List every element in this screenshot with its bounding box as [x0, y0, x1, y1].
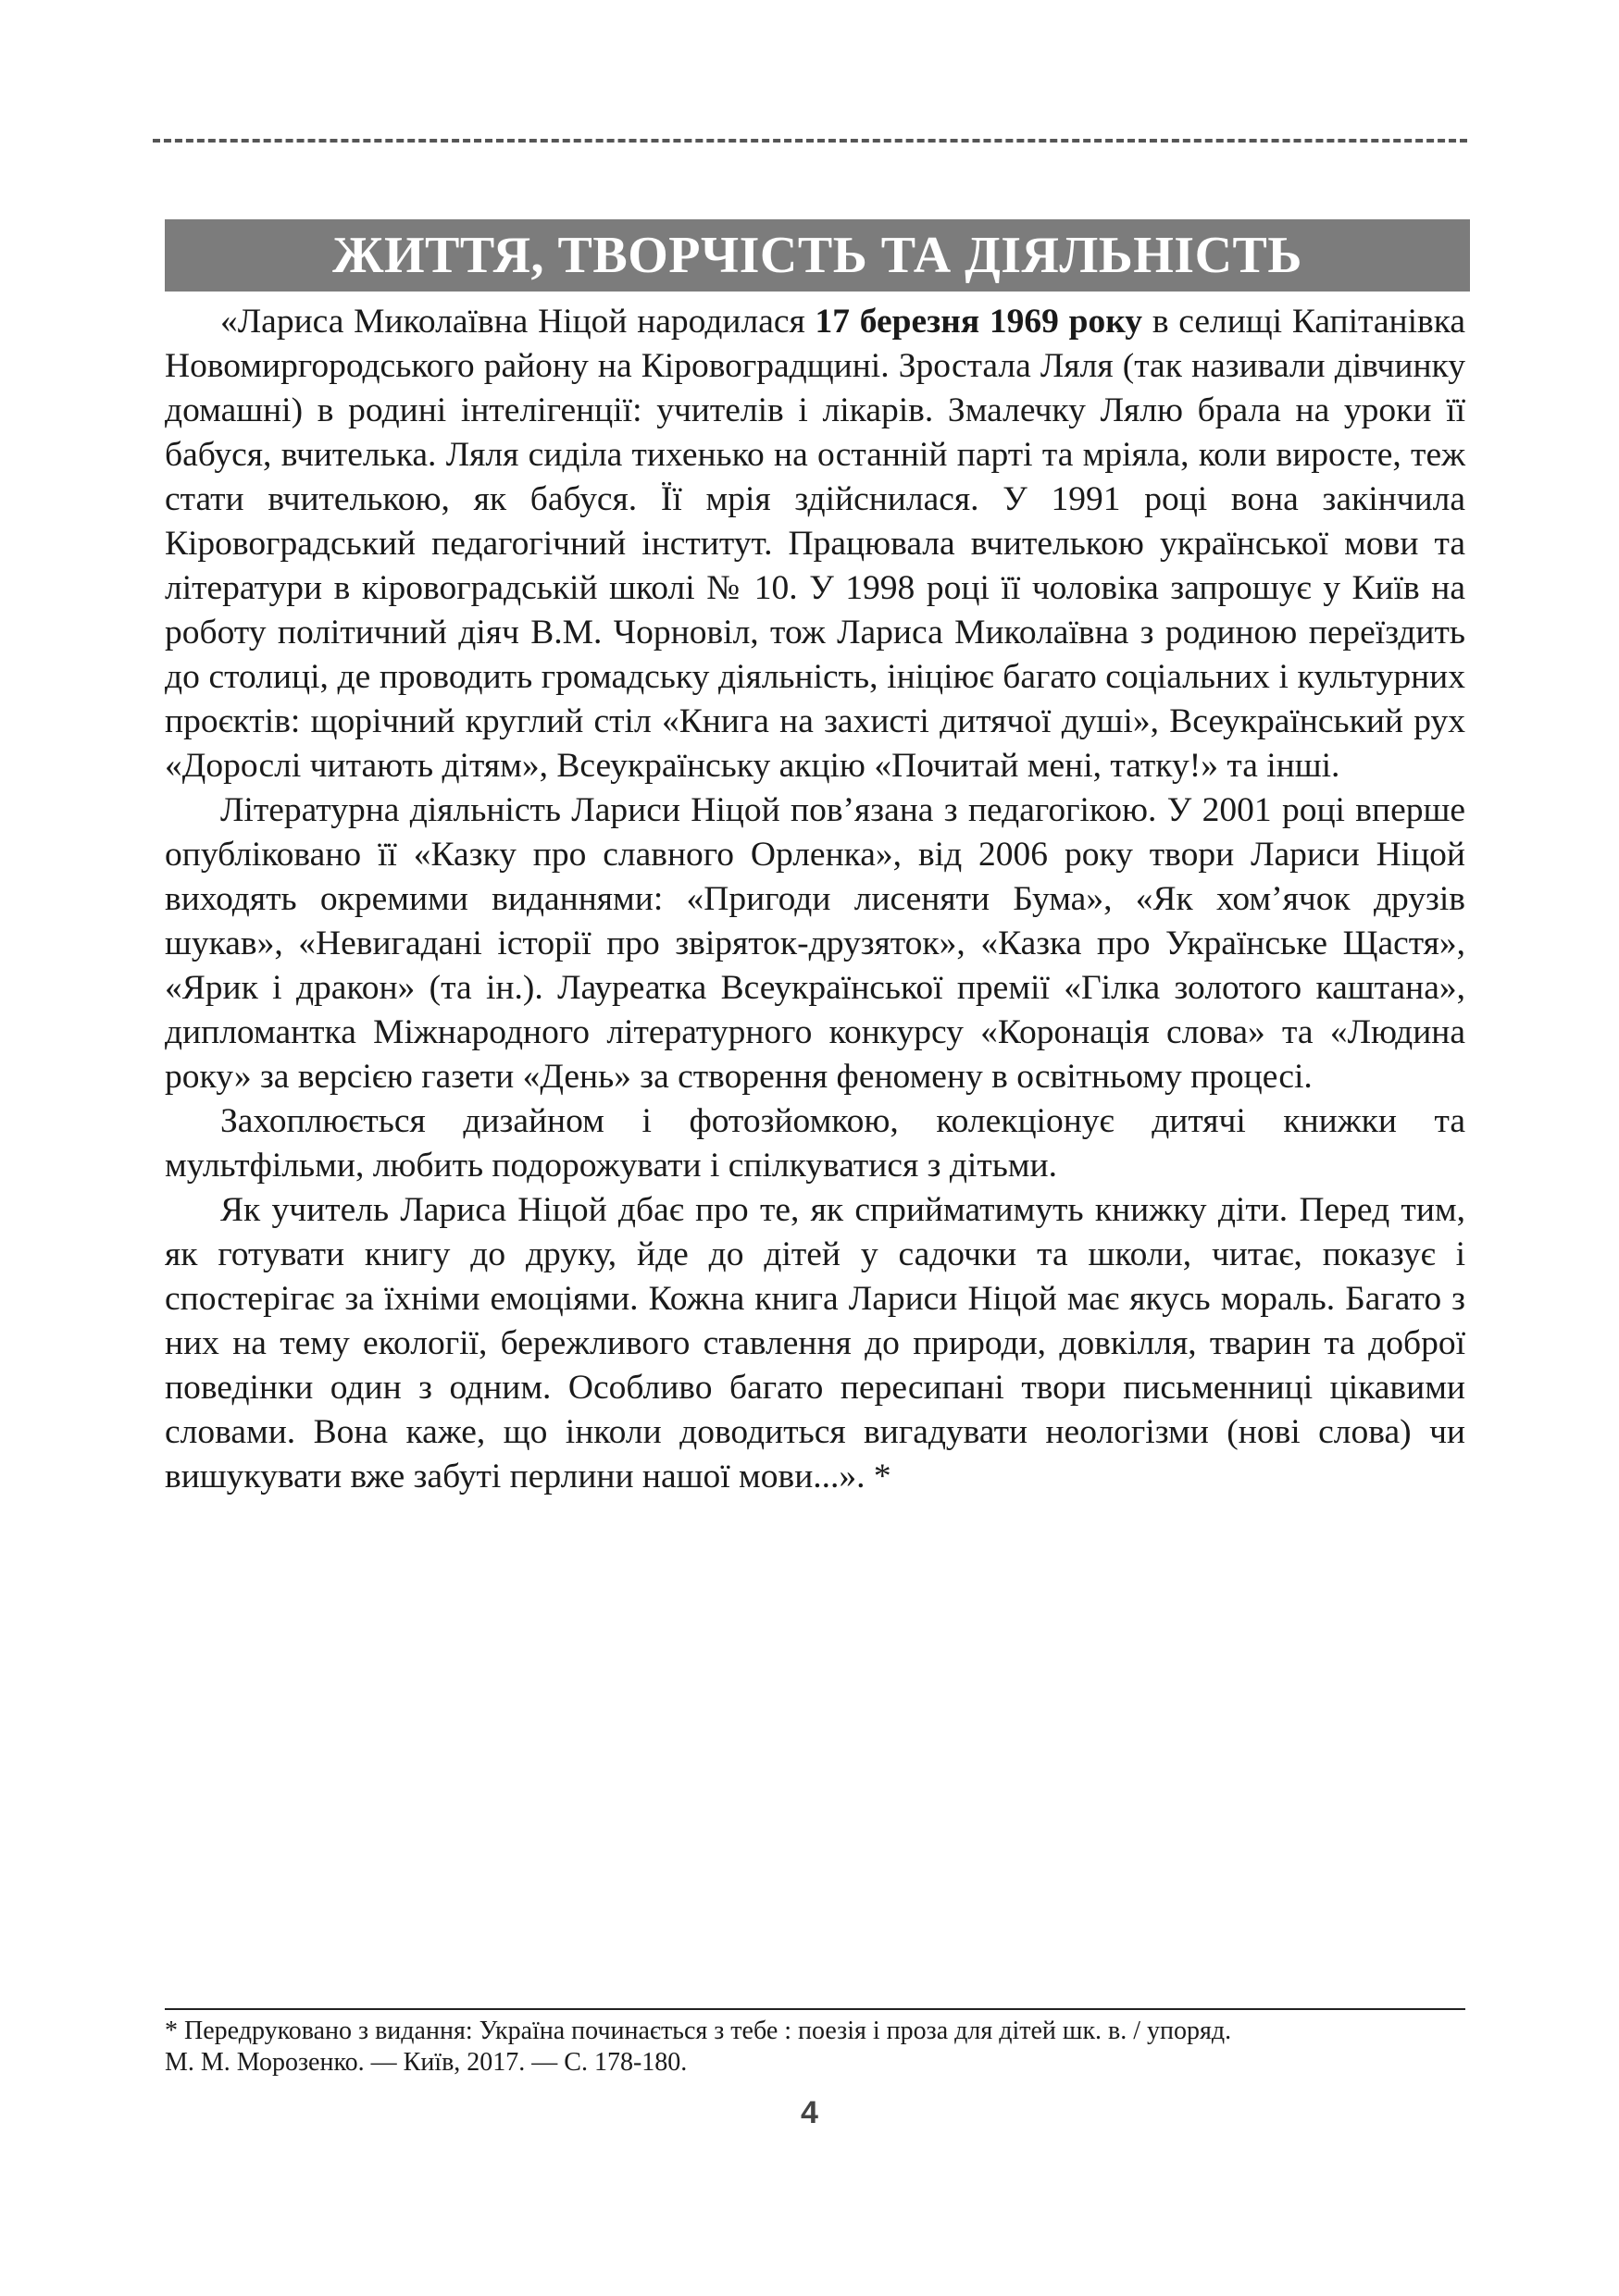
paragraph-1-rest: в селищі Капітанівка Новомиргородського району на Кіровоградщині. Зростала Ляля (так називали дівчинку домашні) в родині інтелігенції: учителів і лікарів. Змалечку Лялю брала на уроки її бабуся, вчителька. Ляля сиділа тихенько на останній парті та мріяла, коли виросте, теж стати вчителькою, як бабуся. Її мрія здійснилася. У 1991 році вона закінчила Кіровоградський педагогічний інститут. Працювала вчителькою української мови та літератури в кіровоградській школі № 10. У 1998 році її чоловіка запрошує у Київ на роботу політичний діяч В.М. Чорновіл, тож Лариса Миколаївна з родиною переїздить до столиці, де проводить громадську діяльність, ініціює багато соціальних і культурних проєктів: щорічний круглий стіл «Книга на захисті дитячої душі», Всеукраїнський рух «Дорослі читають дітям», Всеукраїнську акцію «Почитай мені, татку!» та інші. [165, 303, 1465, 785]
birth-date: 17 березня 1969 року [815, 303, 1143, 341]
footnote-line-2: М. М. Морозенко. — Київ, 2017. — С. 178-180. [165, 2048, 688, 2077]
section-title: ЖИТТЯ, ТВОРЧІСТЬ ТА ДІЯЛЬНІСТЬ [332, 227, 1302, 284]
section-title-bar [165, 219, 1470, 292]
header-dashed-rule [153, 139, 1467, 143]
paragraph-4: Як учитель Лариса Ніцой дбає про те, як сприйматимуть книжку діти. Перед тим, як готувати книгу до друку, йде до дітей у садочки та школи, читає, показує і спостерігає за їхніми емоціями. Кожна книга Лариси Ніцой має якусь мораль. Багато з них на тему екології, бережливого ставлення до природи, довкілля, тварин та доброї поведінки один з одним. Особливо багато пересипані твори письменниці цікавими словами. Вона каже, що інколи доводиться вигадувати неологізми (нові слова) чи вишукувати вже забуті перлини нашої мови...». * [165, 1191, 1465, 1496]
page-number: 4 [801, 2095, 818, 2130]
paragraph-1-intro: «Лариса Миколаївна Ніцой народилася [220, 303, 816, 341]
paragraph-1 [165, 300, 1465, 788]
paragraph-2: Літературна діяльність Лариси Ніцой пов’язана з педагогікою. У 2001 році вперше опубліковано її «Казку про славного Орленка», від 2006 року твори Лариси Ніцой виходять окремими виданнями: «Пригоди лисеняти Бума», «Як хом’ячок друзів шукав», «Невигадані історії про звіряток-друзяток», «Казка про Українське Щастя», «Ярик і дракон» (та ін.). Лауреатка Всеукраїнської премії «Гілка золотого каштана», дипломантка Міжнародного літературного конкурсу «Коронація слова» та «Людина року» за версією газети «День» за створення феномену в освітньому процесі. [165, 791, 1465, 1096]
article-body [165, 300, 1465, 1499]
footnote-line-1: * Передруковано з видання: Україна починається з тебе : поезія і проза для дітей шк. в. / упоряд. [165, 2017, 1232, 2045]
paragraph-3: Захоплюється дизайном і фотозйомкою, колекціонує дитячі книжки та мультфільми, любить подорожувати і спілкуватися з дітьми. [165, 1102, 1465, 1185]
footnote [165, 2016, 1465, 2079]
footnote-rule [165, 2008, 1465, 2010]
